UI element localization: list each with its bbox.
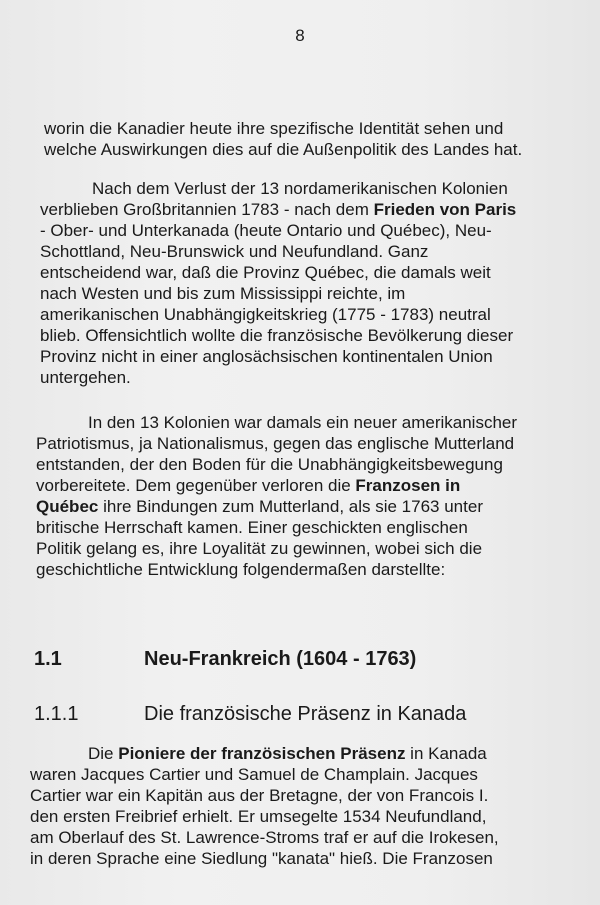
text-span: ihre Bindungen zum Mutterland, als sie 1763 unter (98, 497, 483, 516)
text-line: welche Auswirkungen dies auf die Außenpolitik des Landes hat. (44, 140, 523, 159)
text-line (40, 199, 570, 220)
text-span: vorbereitete. Dem gegenüber verloren die (36, 476, 356, 495)
text-line (36, 475, 566, 496)
text-line: Nach dem Verlust der 13 nordamerikanischen Kolonien (92, 179, 508, 198)
text-line: am Oberlauf des St. Lawrence-Stroms traf er auf die Irokesen, (30, 828, 499, 847)
text-line: nach Westen und bis zum Mississippi reichte, im (40, 284, 406, 303)
text-line: Politik gelang es, ihre Loyalität zu gewinnen, wobei sich die (36, 539, 483, 558)
section-number: 1.1 (34, 648, 62, 670)
page-number: 8 (295, 26, 305, 45)
paragraph-pioneers (30, 743, 570, 869)
text-line (30, 743, 570, 764)
text-line: untergehen. (40, 368, 131, 387)
text-line: britische Herrschaft kamen. Einer geschickten englischen (36, 518, 468, 537)
emphasis-pioniere: Pioniere der französischen Präsenz (118, 744, 406, 763)
paragraph-treaty (40, 178, 570, 388)
paragraph-colonies (36, 412, 566, 580)
text-line: amerikanischen Unabhängigkeitskrieg (1775 - 1783) neutral (40, 305, 491, 324)
text-span: Die (88, 744, 119, 763)
text-line: Patriotismus, ja Nationalismus, gegen das englische Mutterland (36, 434, 515, 453)
section-title: Neu-Frankreich (1604 - 1763) (144, 648, 417, 670)
paragraph-intro (44, 118, 574, 160)
text-line: - Ober- und Unterkanada (heute Ontario und Québec), Neu- (40, 221, 492, 240)
text-line: in deren Sprache eine Siedlung "kanata" hieß. Die Franzosen (30, 849, 493, 868)
text-line: waren Jacques Cartier und Samuel de Champlain. Jacques (30, 765, 478, 784)
text-line: geschichtliche Entwicklung folgendermaßen darstellte: (36, 560, 446, 579)
text-span: verblieben Großbritannien 1783 - nach dem (40, 200, 374, 219)
text-span: in Kanada (405, 744, 487, 763)
text-line: entstanden, der den Boden für die Unabhängigkeitsbewegung (36, 455, 503, 474)
text-line: worin die Kanadier heute ihre spezifische Identität sehen und (44, 119, 504, 138)
text-line: entscheidend war, daß die Provinz Québec, die damals weit (40, 263, 491, 282)
emphasis-franzosen: Franzosen in (355, 476, 461, 495)
subsection-title: Die französische Präsenz in Kanada (144, 703, 467, 725)
text-line: Schottland, Neu-Brunswick und Neufundland. Ganz (40, 242, 429, 261)
text-line: blieb. Offensichtlich wollte die französische Bevölkerung dieser (40, 326, 514, 345)
text-line (36, 496, 566, 517)
text-line: den ersten Freibrief erhielt. Er umsegelte 1534 Neufundland, (30, 807, 487, 826)
text-line: In den 13 Kolonien war damals ein neuer amerikanischer (88, 413, 518, 432)
subsection-heading (34, 703, 466, 726)
subsection-number: 1.1.1 (34, 703, 79, 725)
text-line: Provinz nicht in einer anglosächsischen kontinentalen Union (40, 347, 493, 366)
emphasis-quebec: Québec (36, 497, 99, 516)
emphasis-frieden-von-paris: Frieden von Paris (373, 200, 517, 219)
text-line: Cartier war ein Kapitän aus der Bretagne, der von Francois I. (30, 786, 489, 805)
section-heading (34, 648, 416, 671)
